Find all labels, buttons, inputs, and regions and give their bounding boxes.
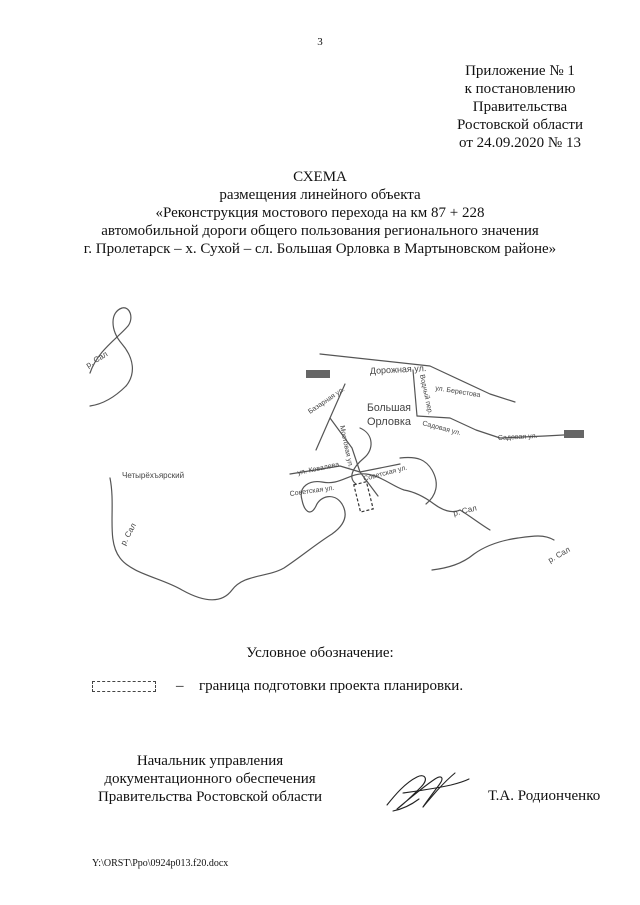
appendix-line: к постановлению [464, 81, 576, 97]
page-number: 3 [317, 36, 323, 48]
map-label-street: Базарная ул. [307, 386, 347, 416]
title-line: «Реконструкция мостового перехода на км 87 + 228 [155, 205, 485, 221]
legend-dash: – [176, 678, 184, 694]
signer-position-line: Правительства Ростовской области [97, 789, 323, 805]
map-label-river: р. Сал [118, 521, 138, 547]
street-line [320, 354, 515, 402]
title-line: размещения линейного объекта [219, 187, 421, 203]
street-line [413, 370, 417, 416]
map-label-river: р. Сал [452, 503, 478, 518]
legend-description: граница подготовки проекта планировки. [199, 678, 464, 694]
map-label-street: Водный пер. [418, 373, 434, 416]
river-line [432, 536, 554, 570]
signer-position-line: документационного обеспечения [104, 771, 316, 787]
map-label-street: Дорожная ул. [369, 363, 427, 376]
map-label-street: Советская ул. [289, 484, 335, 498]
map-label-river: р. Сал [84, 349, 110, 370]
title-heading: СХЕМА [293, 169, 347, 185]
legend-title: Условное обозначение: [246, 645, 394, 661]
map-label-street: ул. Берестова [434, 385, 481, 400]
map-label-settlement: Большая [367, 402, 412, 414]
planning-boundary-symbol [92, 681, 156, 692]
map-label-street: Советская ул. [362, 464, 409, 483]
map-label-street: ул. Ковалева [296, 461, 340, 477]
map-label-settlement: Орловка [367, 416, 412, 428]
file-path: Y:\ORST\Ppo\0924p013.f20.docx [92, 858, 229, 869]
appendix-line: от 24.09.2020 № 13 [459, 135, 581, 151]
signer-position [80, 752, 340, 806]
location-map [70, 278, 610, 618]
appendix-line: Приложение № 1 [465, 63, 575, 79]
appendix-line: Правительства [472, 99, 568, 115]
map-label-street: Мостовая ул. [338, 424, 354, 469]
document-title [40, 168, 600, 258]
map-label-street: Садовая ул. [421, 420, 462, 438]
appendix-reference [420, 62, 620, 152]
signer-position-line: Начальник управления [136, 753, 284, 769]
handwritten-signature [383, 765, 473, 815]
map-label-street: Садовая ул. [497, 432, 538, 442]
map-label-river: р. Сал [546, 544, 572, 565]
map-label-locality: Четырёхъярский [122, 471, 185, 480]
appendix-line: Ростовской области [457, 117, 583, 133]
road-number-badge [306, 370, 330, 378]
title-line: автомобильной дороги общего пользования регионального значения [101, 223, 539, 239]
river-line [90, 386, 126, 406]
river-line [90, 308, 132, 386]
signer-name: Т.А. Родионченко [488, 788, 601, 804]
river-line [110, 474, 460, 600]
road-number-badge [564, 430, 584, 438]
title-line: г. Пролетарск – х. Сухой – сл. Большая Орловка в Мартыновском районе» [83, 241, 557, 257]
